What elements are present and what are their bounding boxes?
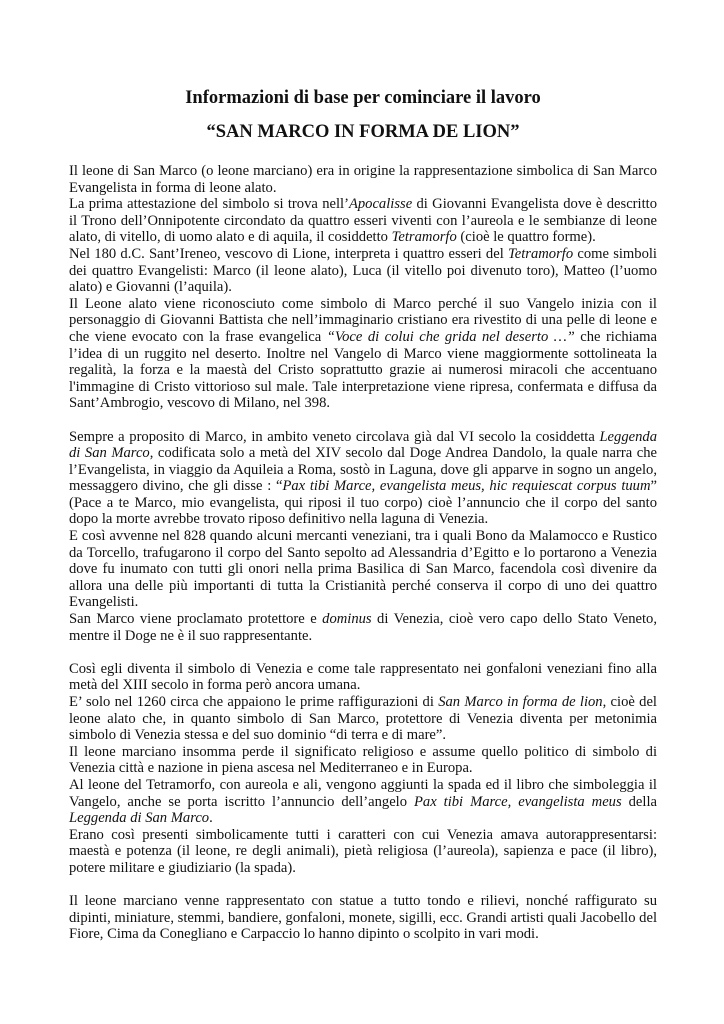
italic-text: Apocalisse (348, 196, 413, 213)
paragraph-p9 (69, 694, 657, 744)
document-title: Informazioni di base per cominciare il lavoro (185, 88, 541, 108)
text-run: San Marco viene proclamato protettore e (69, 611, 323, 628)
paragraph-p8 (69, 661, 657, 694)
italic-text: Tetramorfo (391, 229, 457, 246)
text-run: Il leone marciano insomma perde il significato religioso e assume quello politico di simbolo di Venezia città e nazione in piena ascesa nel Mediterraneo e in Europa. (69, 743, 657, 777)
paragraph-p2 (69, 196, 657, 246)
document-subtitle: “SAN MARCO IN FORMA DE LION” (206, 122, 520, 142)
text-run: E così avvenne nel 828 quando alcuni mercanti veneziani, tra i quali Bono da Malamocco e Rustico da Torcello, trafugarono il corpo del Santo sepolto ad Alessandria d’Egitto e lo portarono a Venezia dove fu inumato con tutti gli onori nella prima Basilica di San Marco, facendola così divenire da allora una delle più importanti di tutta la Cristianità perché conserva il corpo di uno dei quattro Evangelisti. (69, 528, 657, 611)
text-run: Al leone del Tetramorfo, con aureola e ali, vengono aggiunti la spada ed il libro che simboleggia il Vangelo, anche se porta iscritto l’annuncio dell’angelo (69, 776, 657, 810)
document-body (69, 163, 657, 943)
italic-text: San Marco in forma de lion (438, 694, 603, 710)
text-run: Così egli diventa il simbolo di Venezia e come tale rappresentato nei gonfaloni veneziani fino alla metà del XIII secolo in forma però ancora umana. (69, 660, 657, 694)
text-run: Il leone marciano venne rappresentato con statue a tutto tondo e rilievi, nonché raffigurato su dipinti, miniature, stemmi, bandiere, gonfaloni, monete, sigilli, ecc. Grandi artisti quali Jacobello del Fiore, Cima da Conegliano e Carpaccio lo hanno dipinto o scolpito in vari modi. (69, 893, 657, 943)
paragraph-p1 (69, 163, 657, 196)
paragraph-p13 (69, 893, 657, 943)
italic-text: Leggenda di San Marco (69, 428, 657, 462)
italic-text: Pax tibi Marce, evangelista meus (413, 793, 622, 810)
text-run: . (209, 810, 213, 827)
text-run: Erano così presenti simbolicamente tutti i caratteri con cui Venezia amava autorappresentarsi: maestà e potenza (il leone, re degli animali), pietà religiosa (l’aureola), sapienza e pace (il libro), potere militare e giudiziario (la spada). (69, 826, 657, 876)
paragraph-p7 (69, 611, 657, 644)
text-run: come simboli dei quattro Evangelisti: Marco (il leone alato), Luca (il vitello poi divenuto toro), Matteo (l’uomo alato) e Giovanni (l’aquila). (69, 245, 657, 296)
text-run: Il leone di San Marco (o leone marciano) era in origine la rappresentazione simbolica di San Marco Evangelista in forma di leone alato. (69, 163, 657, 196)
paragraph-p5 (69, 429, 657, 529)
text-run: ” (Pace a te Marco, mio evangelista, qui riposi il tuo corpo) cioè l’annuncio che il corpo del santo dopo la morte avrebbe trovato riposo definitivo nella laguna di Venezia. (69, 478, 657, 528)
italic-text: Pax tibi Marce, evangelista meus, hic requiescat corpus tuum (282, 478, 651, 495)
italic-text: “Voce di colui che grida nel deserto …” (326, 328, 575, 345)
paragraph-p6 (69, 528, 657, 611)
text-run: di Venezia, cioè vero capo dello Stato Veneto, mentre il Doge ne è il suo rappresentante. (69, 611, 658, 644)
text-run: che richiama l’idea di un ruggito nel deserto. Inoltre nel Vangelo di Marco viene maggiormente sottolineata la regalità, la forza e la maestà del Cristo soprattutto grazie ai numerosi miracoli che accentuano l'immagine di Cristo vittorioso sul male. Tale interpretazione viene ripresa, confermata e diffusa da Sant’Ambrogio, vescovo di Milano, nel 398. (69, 328, 657, 412)
italic-text: dominus (322, 611, 372, 628)
text-run: (cioè le quattro forme). (456, 229, 596, 246)
italic-text: Leggenda di San Marco (69, 810, 210, 827)
text-run: , cioè del leone alato che, in quanto simbolo di San Marco, protettore di Venezia diventa per metonimia simbolo di Venezia stessa e del suo dominio “di terra e di mare”. (69, 694, 657, 744)
text-run: La prima attestazione del simbolo si trova nell’ (69, 196, 349, 213)
paragraph-p12 (69, 827, 657, 877)
paragraph-p10 (69, 744, 657, 777)
paragraph-p3 (69, 246, 657, 296)
text-run: Sempre a proposito di Marco, in ambito veneto circolava già dal VI secolo la cosiddetta (69, 428, 600, 445)
paragraph-p4 (69, 296, 657, 412)
text-run: Nel 180 d.C. Sant’Ireneo, vescovo di Lione, interpreta i quattro esseri del (69, 245, 508, 262)
text-run: E’ solo nel 1260 circa che appaiono le prime raffigurazioni di (69, 694, 439, 710)
text-run: , codificata solo a metà del XIV secolo dal Doge Andrea Dandolo, la quale narra che l’Evangelista, in viaggio da Aquileia a Roma, sostò in Laguna, dove gli apparve in sogno un angelo, messaggero divino, che gli disse : “ (69, 445, 657, 495)
text-run: Il Leone alato viene riconosciuto come simbolo di Marco perché il suo Vangelo inizia con il personaggio di Giovanni Battista che nell’immaginario cristiano era rivestito di una pelle di leone e che viene evocato con la frase evangelica (69, 295, 657, 345)
text-run: di Giovanni Evangelista dove è descritto il Trono dell’Onnipotente circondato da quattro esseri viventi con l’aureola e le sembianze di leone alato, di vitello, di uomo alato e di aquila, il cosiddetto (69, 196, 657, 246)
italic-text: Tetramorfo (507, 245, 574, 262)
paragraph-p11 (69, 777, 657, 827)
text-run: della (621, 793, 657, 810)
